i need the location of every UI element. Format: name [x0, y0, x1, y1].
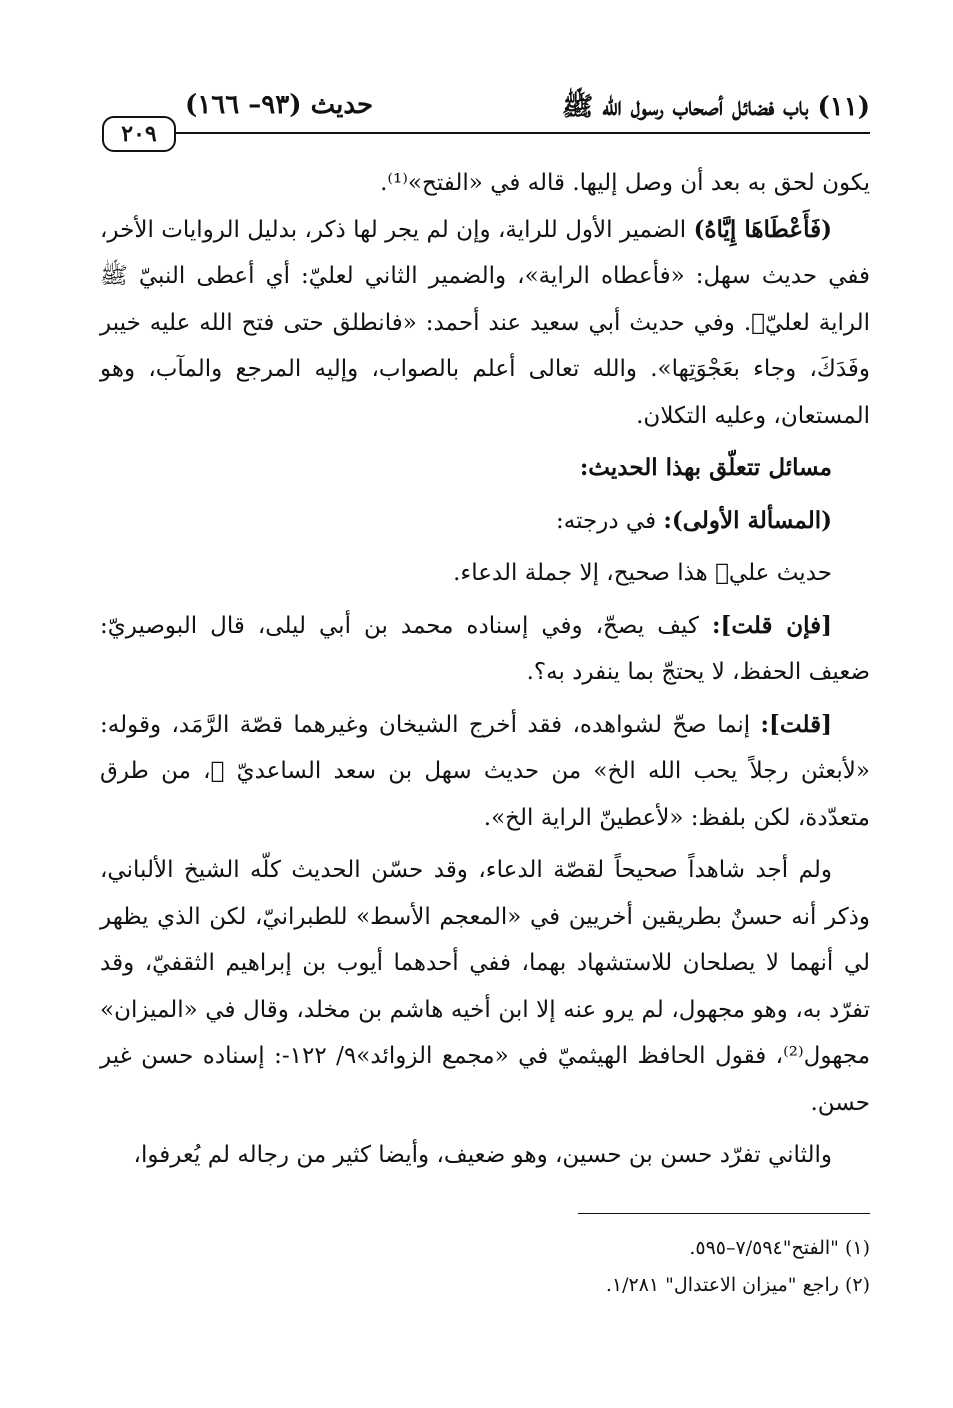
footnote: (١) "الفتح"٧/٥٩٤–٥٩٥. [689, 1237, 870, 1259]
footnotes [100, 1230, 870, 1304]
body-text [100, 160, 870, 1179]
paragraph-lead: (فَأَعْطَاهَا إِيَّاهُ) [693, 215, 832, 243]
page-header [100, 80, 870, 150]
paragraph: [فإن قلت]: كيف يصحّ، وفي إسناده محمد بن أبي ليلى، قال البوصيريّ: ضعيف الحفظ، لا يحتجّ بما ينفرد به؟. [100, 611, 870, 685]
hadith-range: حديث (٩٣– ١٦٦) [185, 90, 374, 120]
paragraph: حديث علي﷜ هذا صحيح، إلا جملة الدعاء. [453, 560, 832, 586]
paragraph: والثاني تفرّد حسن بن حسين، وهو ضعيف، وأيضا كثير من رجاله لم يُعرفوا، [133, 1142, 832, 1168]
paragraph: ولم أجد شاهداً صحيحاً لقصّة الدعاء، وقد حسّن الحديث كلّه الشيخ الألباني، وذكر أنه حسنٌ بطريقين أخريين في «المعجم الأسط» للطبرانيّ، لكن الذي يظهر لي أنهما لا يصلحان للاستشهاد بهما، ففي أحدهما أيوب بن إبراهيم الثقفيّ، وقد تفرّد به، وهو مجهول، لم يرو عنه إلا ابن أخيه هاشم بن مخلد، وقال في «الميزان» مجهول⁽²⁾، فقول الحافظ الهيثميّ في «مجمع الزوائد»٩/ ١٢٢-: إسناده حسن غير حسن. [100, 857, 871, 1116]
paragraph: (المسألة الأولى): في درجته: [556, 506, 832, 534]
section-heading: مسائل تتعلّق بهذا الحديث: [579, 454, 832, 481]
paragraph-lead: [فإن قلت]: [711, 611, 832, 639]
footnote: (٢) راجع "ميزان الاعتدال" ١/٢٨١. [605, 1274, 870, 1296]
paragraph: [قلت]: إنما صحّ لشواهده، فقد أخرج الشيخان وغيرهما قصّة الرَّمَد، وقوله: «لأبعثن رجلاً يحب الله الخ» من حديث سهل بن سعد الساعديّ ﷜، من طرق متعدّدة، لكن بلفظ: «لأعطينّ الراية الخ». [100, 710, 870, 831]
page-number: ٢٠٩ [102, 116, 176, 152]
paragraph: يكون لحق به بعد أن وصل إليها. قاله في «الفتح»⁽¹⁾. [380, 170, 870, 196]
chapter-title: (١١) باب فضائل أصحاب رسول الله ﷺ [561, 92, 870, 122]
header-rule [170, 132, 870, 134]
footnote-separator [578, 1213, 870, 1214]
paragraph: (فَأَعْطَاهَا إِيَّاهُ) الضمير الأول للراية، وإن لم يجر لها ذكر، بدليل الروايات الأخر، ففي حديث سهل: «فأعطاه الراية»، والضمير الثاني لعليّ: أي أعطى النبيّ ﷺ الراية لعليّ﷜. وفي حديث أبي سعيد عند أحمد: «فانطلق حتى فتح الله عليه خيبر وفَدَكَ، وجاء بعَجْوَتِها». والله تعالى أعلم بالصواب، وإليه المرجع والمآب، وهو المستعان، وعليه التكلان. [100, 215, 870, 429]
paragraph-lead: (المسألة الأولى): [663, 506, 832, 534]
paragraph-lead: [قلت]: [760, 710, 832, 738]
